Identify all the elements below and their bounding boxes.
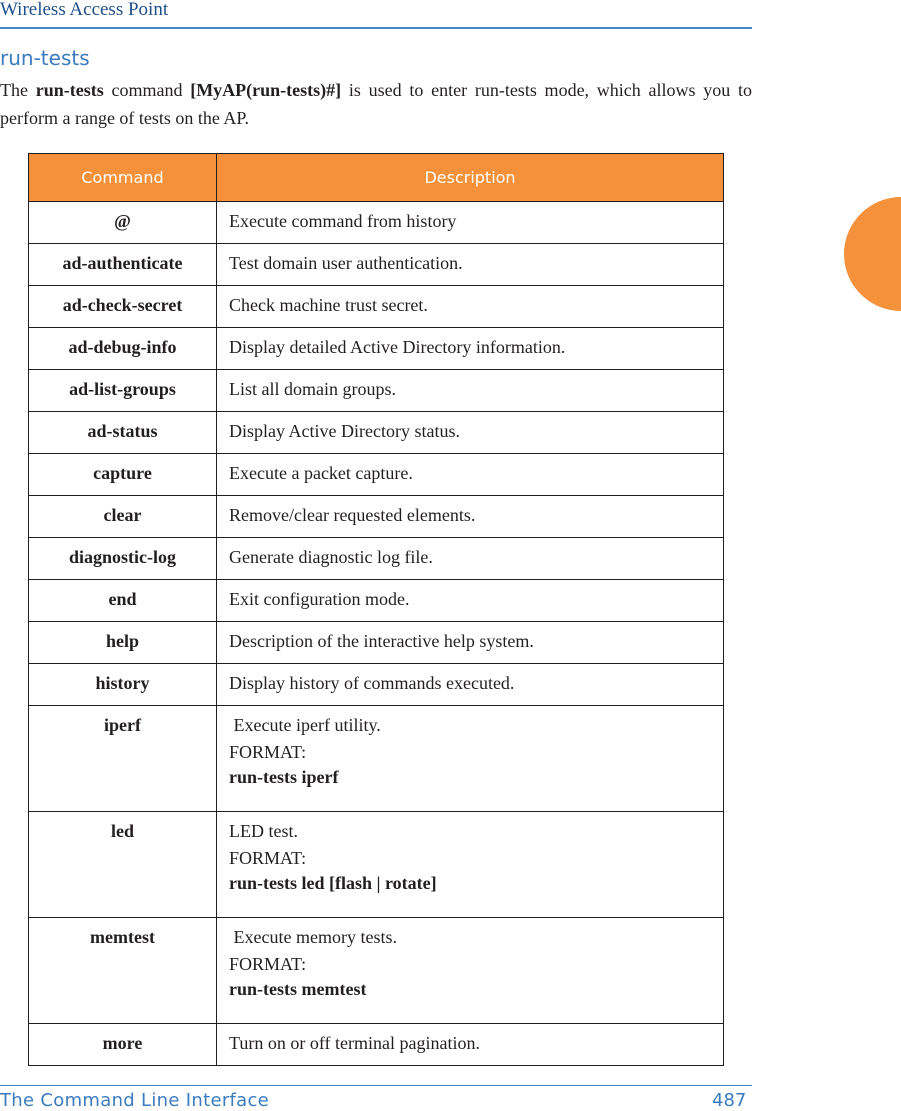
command-cell: clear <box>29 496 217 538</box>
description-text: Execute memory tests. <box>229 927 397 947</box>
format-syntax: run-tests led [flash | rotate] <box>229 873 437 893</box>
intro-prompt: [MyAP(run-tests)#] <box>190 80 342 100</box>
intro-command: run-tests <box>35 80 104 100</box>
description-cell: Test domain user authentication. <box>217 244 724 286</box>
command-cell: ad-check-secret <box>29 286 217 328</box>
description-cell: Execute a packet capture. <box>217 454 724 496</box>
table-row <box>29 664 724 706</box>
description-cell: Display Active Directory status. <box>217 412 724 454</box>
intro-middle: command <box>103 80 191 100</box>
description-cell: Remove/clear requested elements. <box>217 496 724 538</box>
column-header-description: Description <box>217 154 724 202</box>
command-table <box>28 153 724 1066</box>
format-label: FORMAT: <box>229 848 307 868</box>
description-cell <box>217 812 724 918</box>
description-cell <box>217 918 724 1024</box>
description-text: Execute iperf utility. <box>229 715 381 735</box>
table-header-row <box>29 154 724 202</box>
table-row <box>29 412 724 454</box>
command-cell: @ <box>29 202 217 244</box>
command-cell: history <box>29 664 217 706</box>
table-row <box>29 202 724 244</box>
table-row <box>29 286 724 328</box>
description-cell: Description of the interactive help system. <box>217 622 724 664</box>
table-row <box>29 328 724 370</box>
format-label: FORMAT: <box>229 742 307 762</box>
section-heading: run-tests <box>0 46 90 70</box>
table-row <box>29 1024 724 1066</box>
description-cell: Generate diagnostic log file. <box>217 538 724 580</box>
description-cell <box>217 706 724 812</box>
column-header-command: Command <box>29 154 217 202</box>
description-cell: Check machine trust secret. <box>217 286 724 328</box>
description-cell: List all domain groups. <box>217 370 724 412</box>
footer-chapter-title: The Command Line Interface <box>0 1090 270 1111</box>
table-row <box>29 538 724 580</box>
chapter-tab-marker <box>844 197 901 311</box>
intro-prefix: The <box>0 80 36 100</box>
command-cell: capture <box>29 454 217 496</box>
command-cell: iperf <box>29 706 217 812</box>
table-row <box>29 706 724 812</box>
page-number: 487 <box>712 1090 747 1111</box>
intro-paragraph <box>0 76 752 132</box>
command-cell: more <box>29 1024 217 1066</box>
command-cell: ad-authenticate <box>29 244 217 286</box>
description-cell: Display detailed Active Directory information. <box>217 328 724 370</box>
command-cell: help <box>29 622 217 664</box>
description-text: LED test. <box>229 821 298 841</box>
table-row <box>29 580 724 622</box>
command-cell: ad-debug-info <box>29 328 217 370</box>
description-cell: Turn on or off terminal pagination. <box>217 1024 724 1066</box>
table-row <box>29 370 724 412</box>
format-syntax: run-tests memtest <box>229 979 367 999</box>
command-cell: led <box>29 812 217 918</box>
header-divider <box>0 27 752 29</box>
command-cell: diagnostic-log <box>29 538 217 580</box>
command-cell: memtest <box>29 918 217 1024</box>
intro-suffix: is used to enter run-tests mode, which allows you to perform a range of tests on the AP. <box>0 80 752 128</box>
format-label: FORMAT: <box>229 954 307 974</box>
table-row <box>29 812 724 918</box>
command-cell: ad-status <box>29 412 217 454</box>
format-syntax: run-tests iperf <box>229 767 339 787</box>
description-cell: Execute command from history <box>217 202 724 244</box>
footer-divider <box>0 1085 752 1086</box>
table-row <box>29 918 724 1024</box>
page-header-title: Wireless Access Point <box>0 0 169 20</box>
table-row <box>29 454 724 496</box>
table-row <box>29 622 724 664</box>
command-cell: end <box>29 580 217 622</box>
description-cell: Display history of commands executed. <box>217 664 724 706</box>
command-cell: ad-list-groups <box>29 370 217 412</box>
table-row <box>29 496 724 538</box>
description-cell: Exit configuration mode. <box>217 580 724 622</box>
table-row <box>29 244 724 286</box>
